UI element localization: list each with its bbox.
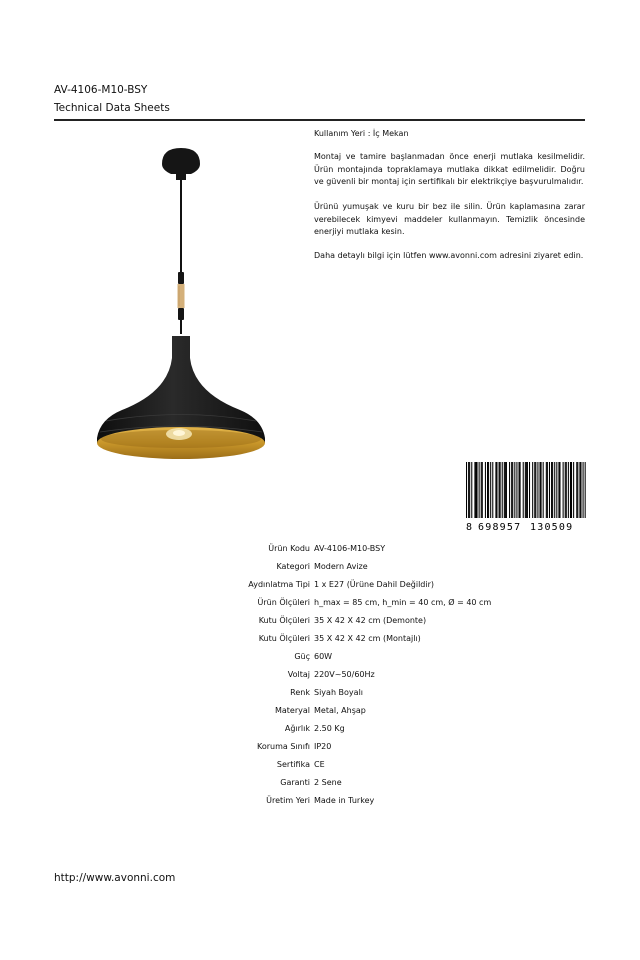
spec-row xyxy=(100,616,500,634)
spec-row xyxy=(100,580,500,598)
pendant-lamp-icon xyxy=(90,140,280,470)
spec-row xyxy=(100,652,500,670)
spec-value: AV-4106-M10-BSY xyxy=(314,544,386,553)
barcode-digit-prefix: 8 xyxy=(466,522,473,532)
spec-value: Modern Avize xyxy=(314,562,368,571)
spec-label: Garanti xyxy=(280,778,310,787)
spec-row xyxy=(100,778,500,796)
installation-warning: Montaj ve tamire başlanmadan önce enerji mutlaka kesilmelidir. Ürün montajında topraklamaya mutlaka dikkat edilmelidir. Doğru ve güvenli bir montaj için sertifikalı bir elektrikçiye başvurulmalıdır. xyxy=(314,152,585,187)
spec-label: Koruma Sınıfı xyxy=(257,742,310,751)
spec-value: 220V~50/60Hz xyxy=(314,670,375,679)
spec-label: Kategori xyxy=(276,562,310,571)
product-code-title: AV-4106-M10-BSY xyxy=(54,84,148,96)
spec-label: Güç xyxy=(294,652,310,661)
header-divider xyxy=(54,119,585,121)
spec-label: Renk xyxy=(290,688,310,697)
spec-label: Kutu Ölçüleri xyxy=(258,616,310,625)
spec-row xyxy=(100,760,500,778)
spec-label: Ürün Ölçüleri xyxy=(257,598,310,607)
spec-list xyxy=(100,544,500,814)
spec-value: 35 X 42 X 42 cm (Montajlı) xyxy=(314,634,421,643)
barcode-digits-right: 130509 xyxy=(530,522,574,532)
spec-row xyxy=(100,634,500,652)
barcode xyxy=(464,462,586,532)
spec-value: Metal, Ahşap xyxy=(314,706,366,715)
spec-label: Sertifika xyxy=(276,760,310,769)
spec-label: Voltaj xyxy=(287,670,310,679)
spec-value: Made in Turkey xyxy=(314,796,375,805)
spec-value: IP20 xyxy=(314,742,332,751)
spec-value: 1 x E27 (Ürüne Dahil Değildir) xyxy=(314,580,434,589)
spec-value: 35 X 42 X 42 cm (Demonte) xyxy=(314,616,427,625)
spec-value: Siyah Boyalı xyxy=(314,688,364,697)
barcode-digits-left: 698957 xyxy=(478,522,522,532)
spec-row xyxy=(100,544,500,562)
spec-row xyxy=(100,742,500,760)
spec-label: Üretim Yeri xyxy=(266,796,310,805)
website-link[interactable]: http://www.avonni.com xyxy=(54,872,176,884)
cleaning-instructions: Ürünü yumuşak ve kuru bir bez ile silin. Ürün kaplamasına zarar verebilecek kimyevi maddeler kullanmayın. Temizlik öncesinde enerjiyi mutlaka kesin. xyxy=(314,202,585,237)
document-subtitle: Technical Data Sheets xyxy=(54,102,170,114)
spec-row xyxy=(100,562,500,580)
spec-row xyxy=(100,706,500,724)
more-info-note: Daha detaylı bilgi için lütfen www.avonni.com adresini ziyaret edin. xyxy=(314,251,584,260)
usage-location: Kullanım Yeri : İç Mekan xyxy=(314,129,409,138)
spec-label: Materyal xyxy=(274,706,310,715)
spec-value: 2 Sene xyxy=(314,778,342,787)
spec-label: Ürün Kodu xyxy=(268,544,310,553)
spec-value: 60W xyxy=(314,652,333,661)
spec-label: Ağırlık xyxy=(284,724,310,733)
spec-value: h_max = 85 cm, h_min = 40 cm, Ø = 40 cm xyxy=(314,598,492,607)
spec-row xyxy=(100,688,500,706)
spec-row xyxy=(100,724,500,742)
spec-label: Kutu Ölçüleri xyxy=(258,634,310,643)
spec-value: CE xyxy=(314,760,325,769)
spec-row xyxy=(100,796,500,814)
spec-value: 2.50 Kg xyxy=(314,724,345,733)
spec-row xyxy=(100,598,500,616)
spec-row xyxy=(100,670,500,688)
spec-label: Aydınlatma Tipi xyxy=(248,580,310,589)
